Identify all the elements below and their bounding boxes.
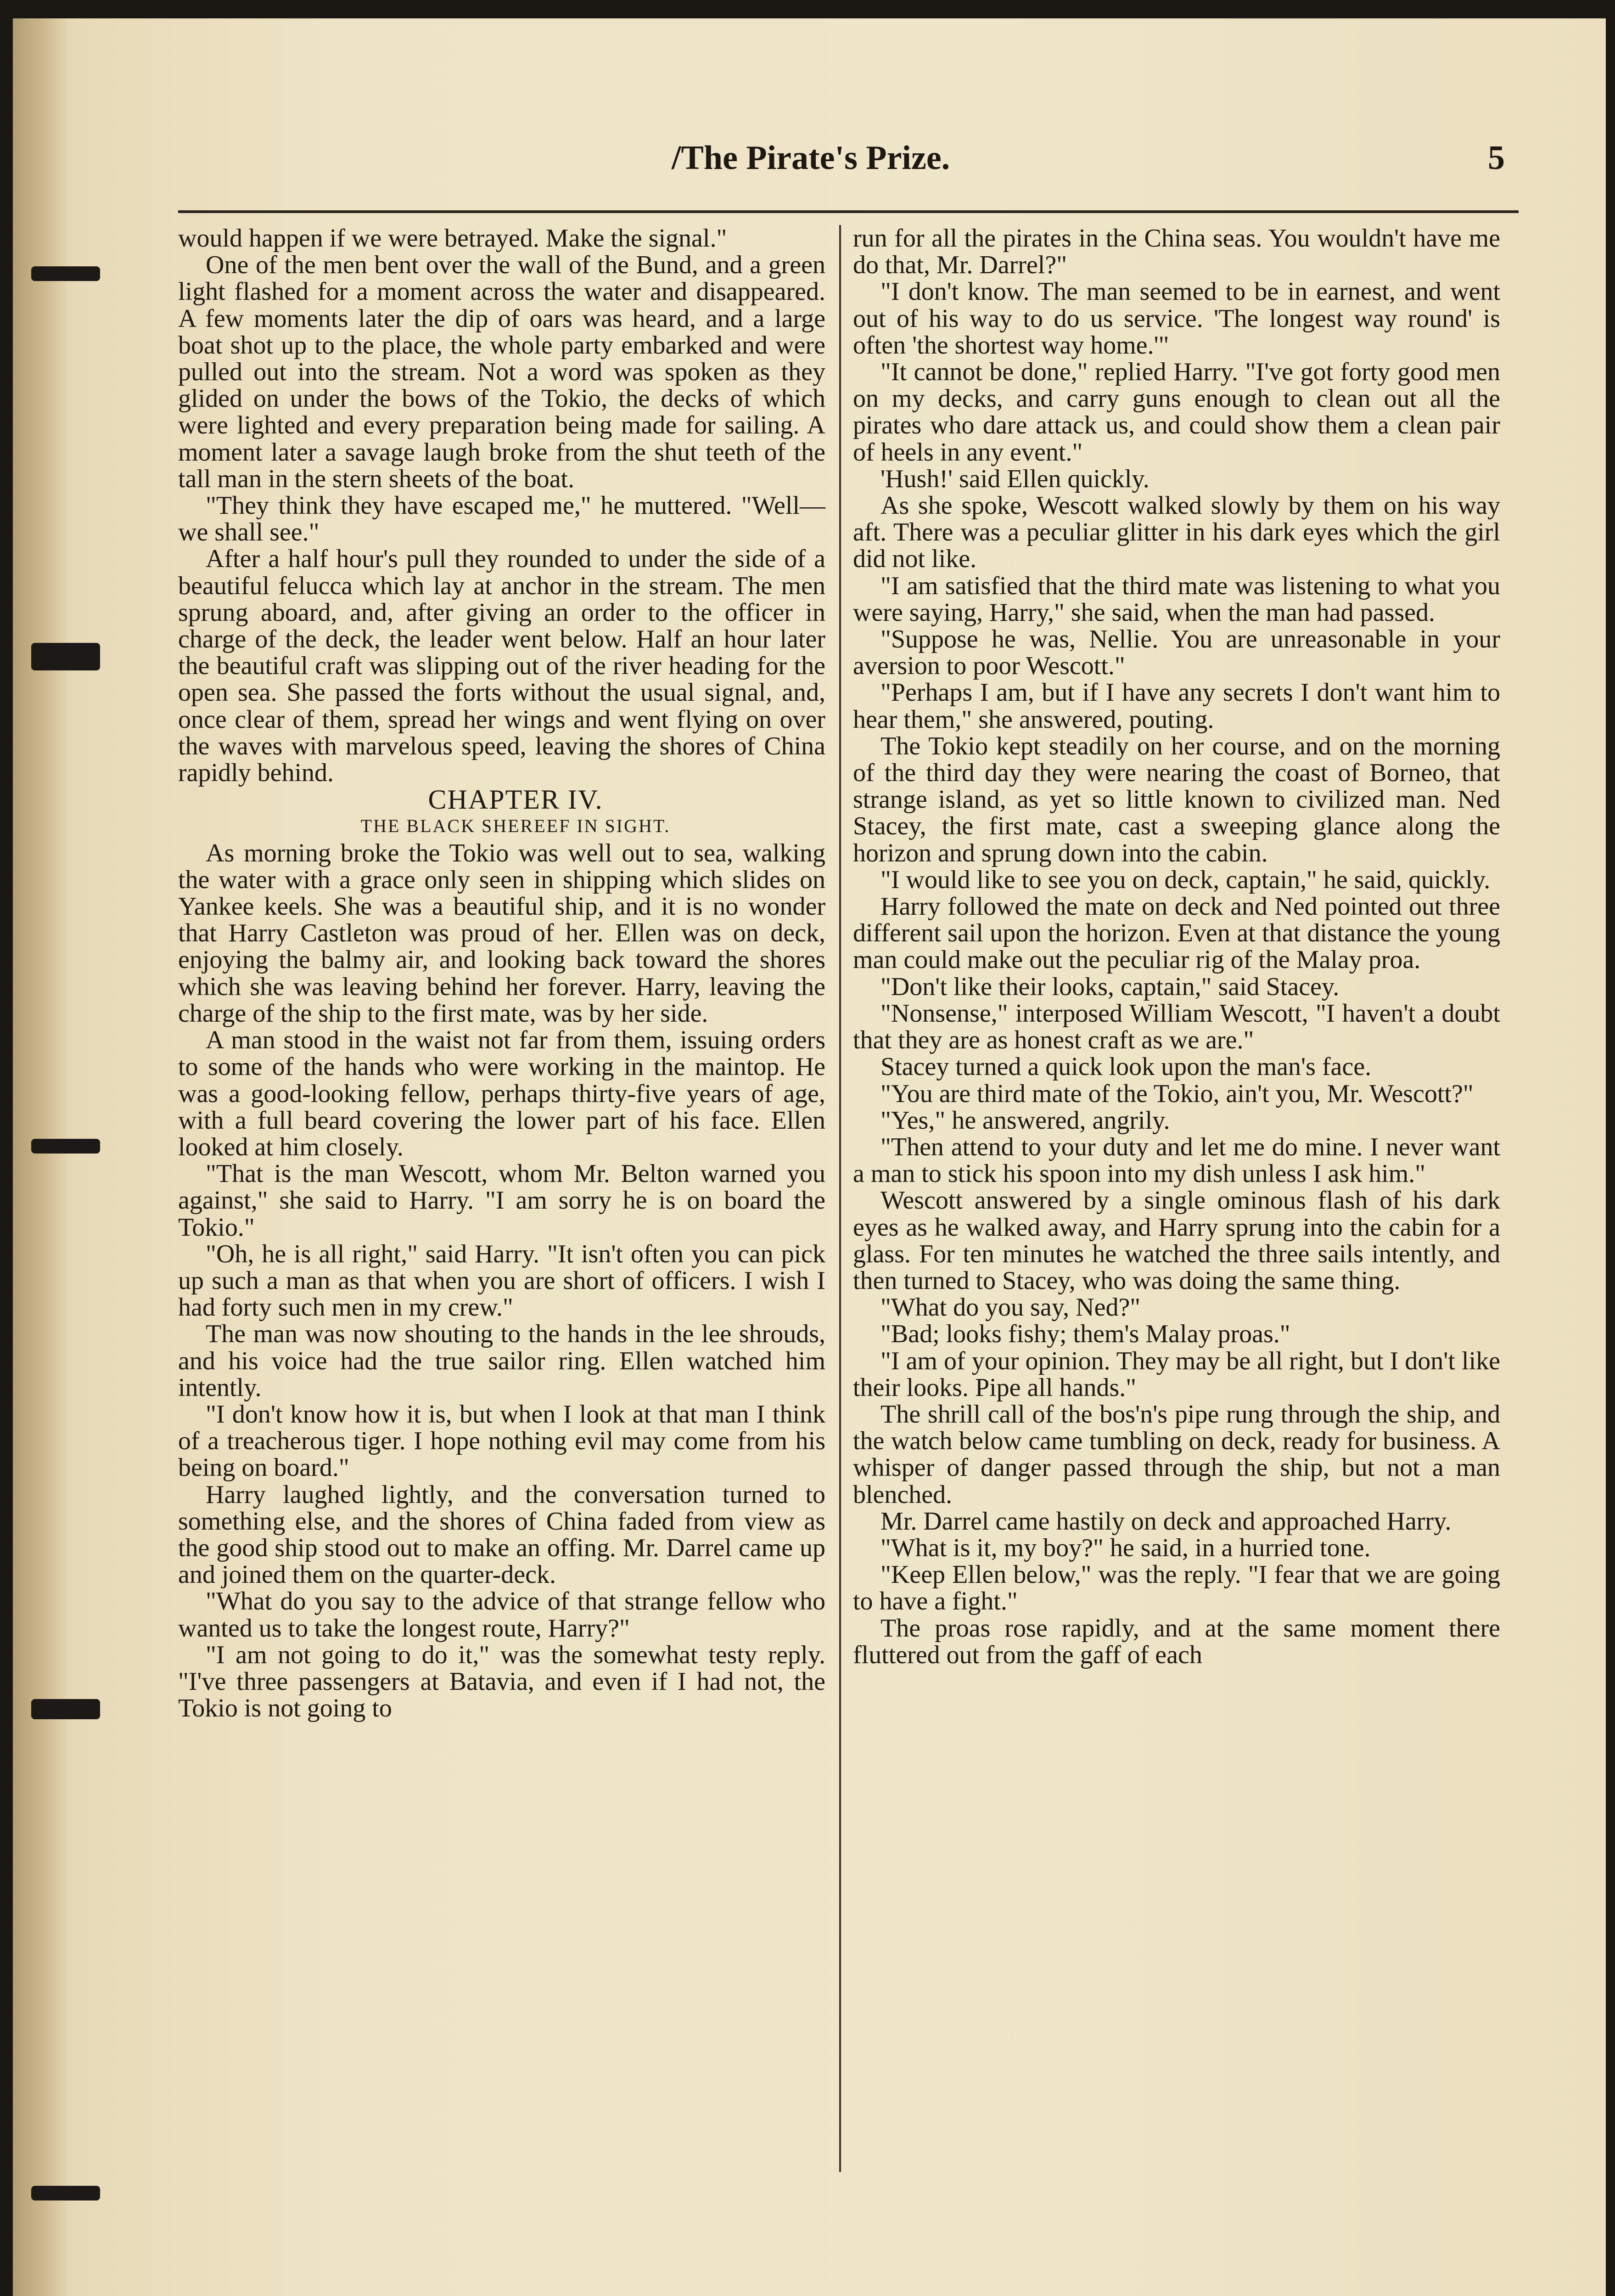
paragraph: The man was now shouting to the hands in the lee shrouds, and his voice had the true sailor ring. Ellen watched him intently. [178, 1320, 825, 1402]
paragraph: Stacey turned a quick look upon the man's face. [880, 1052, 1372, 1081]
paragraph: "I am not going to do it," was the somewhat testy reply. "I've three passengers at Batavia, and even if I had not, the Tokio is not going to [178, 1640, 825, 1723]
binding-stitch [31, 643, 100, 670]
paragraph: "I don't know. The man seemed to be in earnest, and went out of his way to do us service. 'The longest way round' is often 'the shortest way home.'" [853, 277, 1500, 360]
paragraph: "I would like to see you on deck, captain," he said, quickly. [880, 865, 1491, 894]
paragraph: Wescott answered by a single ominous flash of his dark eyes as he walked away, and Harry sprung into the cabin for a glass. For ten minutes he watched the three sails intently, and then turned to Stacey, who was doing the same thing. [853, 1186, 1500, 1295]
paragraph: "That is the man Wescott, whom Mr. Belton warned you against," she said to Harry. "I am sorry he is on board the Tokio." [178, 1159, 825, 1242]
chapter-subheading: THE BLACK SHEREEF IN SIGHT. [360, 816, 671, 837]
paragraph: "It cannot be done," replied Harry. "I've got forty good men on my decks, and carry guns enough to clean out all the pirates who dare attack us, and could show them a clean pair of heels in any event." [853, 358, 1500, 467]
paragraph: Harry followed the mate on deck and Ned pointed out three different sail upon the horizon. Even at that distance the young man could make out the peculiar rig of the Malay proa. [853, 892, 1500, 974]
paragraph: "Bad; looks fishy; them's Malay proas." [880, 1320, 1290, 1349]
paragraph: "Perhaps I am, but if I have any secrets I don't want him to hear them," she answered, pouting. [853, 678, 1500, 734]
paragraph: "What do you say, Ned?" [880, 1293, 1141, 1322]
paragraph: "I am satisfied that the third mate was listening to what you were saying, Harry," she said, when the man had passed. [853, 571, 1500, 627]
paragraph: 'Hush!' said Ellen quickly. [880, 464, 1150, 493]
paragraph: "Yes," he answered, angrily. [880, 1106, 1170, 1135]
paragraph: "I don't know how it is, but when I look at that man I think of a treacherous tiger. I hope nothing evil may come from his being on board." [178, 1400, 825, 1482]
right-column [853, 225, 1500, 1668]
paragraph: One of the men bent over the wall of the Bund, and a green light flashed for a moment across the water and disappeared. A few moments later the dip of oars was heard, and a large boat shot up to the place, the whole party embarked and were pulled out into the stream. Not a word was spoken as they glided on under the bows of the Tokio, the decks of which were lighted and every preparation being made for sailing. A moment later a savage laugh broke from the shut teeth of the tall man in the stern sheets of the boat. [178, 251, 825, 493]
paragraph: run for all the pirates in the China seas. You wouldn't have me do that, Mr. Darrel?" [853, 224, 1500, 280]
page-header [178, 133, 1523, 188]
chapter-heading: CHAPTER IV. [428, 784, 603, 815]
paragraph: "You are third mate of the Tokio, ain't you, Mr. Wescott?" [880, 1079, 1474, 1108]
paragraph: "They think they have escaped me," he muttered. "Well—we shall see." [178, 491, 825, 547]
paragraph: A man stood in the waist not far from them, issuing orders to some of the hands who were working in the maintop. He was a good-looking fellow, perhaps thirty-five years of age, with a full beard covering the lower part of his face. Ellen looked at him closely. [178, 1026, 825, 1161]
header-rule [178, 210, 1519, 213]
paragraph: The proas rose rapidly, and at the same moment there fluttered out from the gaff of each [853, 1614, 1500, 1669]
paragraph: "Then attend to your duty and let me do mine. I never want a man to stick his spoon into my dish unless I ask him." [853, 1132, 1500, 1188]
book-page [13, 18, 1606, 2296]
paragraph: The shrill call of the bos'n's pipe rung through the ship, and the watch below came tumbling on deck, ready for business. A whisper of danger passed through the ship, but not a man blenched. [853, 1400, 1500, 1509]
binding-stitch [31, 1139, 100, 1154]
paragraph: Harry laughed lightly, and the conversation turned to something else, and the shores of China faded from view as the good ship stood out to make an offing. Mr. Darrel came up and joined them on the quarter-deck. [178, 1480, 825, 1589]
left-column [178, 225, 825, 1722]
paragraph: "Suppose he was, Nellie. You are unreasonable in your aversion to poor Wescott." [853, 625, 1500, 681]
paragraph: "Keep Ellen below," was the reply. "I fear that we are going to have a fight." [853, 1560, 1500, 1616]
paragraph: As she spoke, Wescott walked slowly by them on his way aft. There was a peculiar glitter in his dark eyes which the girl did not like. [853, 491, 1500, 574]
paragraph: The Tokio kept steadily on her course, and on the morning of the third day they were nearing the coast of Borneo, that strange island, as yet so little known to civilized man. Ned Stacey, the first mate, cast a sweeping glance along the horizon and sprung down into the cabin. [853, 732, 1500, 867]
binding-stitch [31, 2186, 100, 2200]
paragraph: Mr. Darrel came hastily on deck and approached Harry. [880, 1507, 1452, 1536]
paragraph: As morning broke the Tokio was well out to sea, walking the water with a grace only seen in shipping which slides on Yankee keels. She was a beautiful ship, and it is no wonder that Harry Castleton was proud of her. Ellen was on deck, enjoying the balmy air, and looking back toward the shores which she was leaving behind her forever. Harry, leaving the charge of the ship to the first mate, was by her side. [178, 838, 825, 1028]
running-title: /The Pirate's Prize. [672, 139, 950, 177]
paragraph: "Nonsense," interposed William Wescott, "I haven't a doubt that they are as honest craft as we are." [853, 999, 1500, 1055]
paragraph: "Oh, he is all right," said Harry. "It isn't often you can pick up such a man as that when you are short of officers. I wish I had forty such men in my crew." [178, 1239, 825, 1322]
column-divider [839, 225, 841, 2172]
page-spine [13, 18, 68, 2296]
paragraph: "Don't like their looks, captain," said Stacey. [880, 972, 1340, 1001]
binding-stitch [31, 1699, 100, 1719]
paragraph: "What is it, my boy?" he said, in a hurried tone. [880, 1533, 1371, 1562]
paragraph: would happen if we were betrayed. Make the signal." [178, 224, 727, 253]
paragraph: "What do you say to the advice of that strange fellow who wanted us to take the longest route, Harry?" [178, 1587, 825, 1643]
paragraph: After a half hour's pull they rounded to under the side of a beautiful felucca which lay at anchor in the stream. The men sprung aboard, and, after giving an order to the officer in charge of the deck, the leader went below. Half an hour later the beautiful craft was slipping out of the river heading for the open sea. She passed the forts without the usual signal, and, once clear of them, spread her wings and went flying on over the waves with marvelous speed, leaving the shores of China rapidly behind. [178, 545, 825, 788]
paragraph: "I am of your opinion. They may be all right, but I don't like their looks. Pipe all hands." [853, 1346, 1500, 1402]
binding-stitch [31, 266, 100, 281]
page-number: 5 [1488, 139, 1505, 177]
